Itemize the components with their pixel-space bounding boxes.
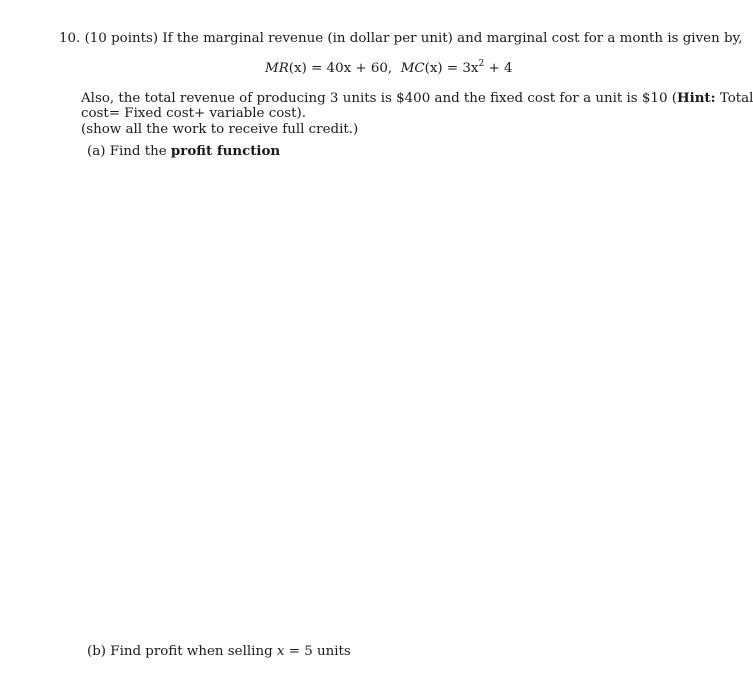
- part-b-suffix: = 5 units: [284, 644, 351, 659]
- part-b-prefix: (b) Find profit when selling: [87, 644, 277, 659]
- mr-expression: = 40x + 60,: [306, 61, 393, 76]
- mr-argument: (x): [288, 61, 307, 76]
- show-work-note: [81, 122, 358, 138]
- question-points: (10 points): [84, 31, 159, 46]
- question-intro: If the marginal revenue (in dollar per unit) and marginal cost for a month is given by,: [162, 31, 743, 46]
- given-info-line-2: [81, 106, 306, 122]
- part-b-variable: x: [276, 644, 285, 659]
- given-info-text: Also, the total revenue of producing 3 units is $400 and the fixed cost for a unit is $10 (: [81, 91, 677, 106]
- show-work-text: (show all the work to receive full credit.): [81, 122, 359, 137]
- mc-argument: (x): [424, 61, 443, 76]
- part-b: [87, 644, 351, 660]
- mr-symbol: MR: [265, 61, 289, 76]
- mc-exponent: 2: [478, 58, 485, 69]
- question-header: [59, 31, 743, 47]
- mc-symbol: MC: [400, 61, 425, 76]
- part-a-bold: profit function: [170, 143, 281, 159]
- hint-text-end: cost= Fixed cost+ variable cost).: [81, 106, 307, 121]
- mc-expression-a: = 3x: [442, 61, 479, 76]
- part-a-prefix: (a) Find the: [87, 144, 171, 159]
- marginal-equation: [265, 58, 513, 77]
- mc-expression-b: + 4: [484, 61, 513, 76]
- hint-label: Hint:: [676, 90, 716, 106]
- part-a: [87, 143, 280, 160]
- hint-text-start: Total: [715, 91, 753, 106]
- given-info-line-1: [81, 90, 753, 107]
- question-number: 10.: [59, 31, 81, 46]
